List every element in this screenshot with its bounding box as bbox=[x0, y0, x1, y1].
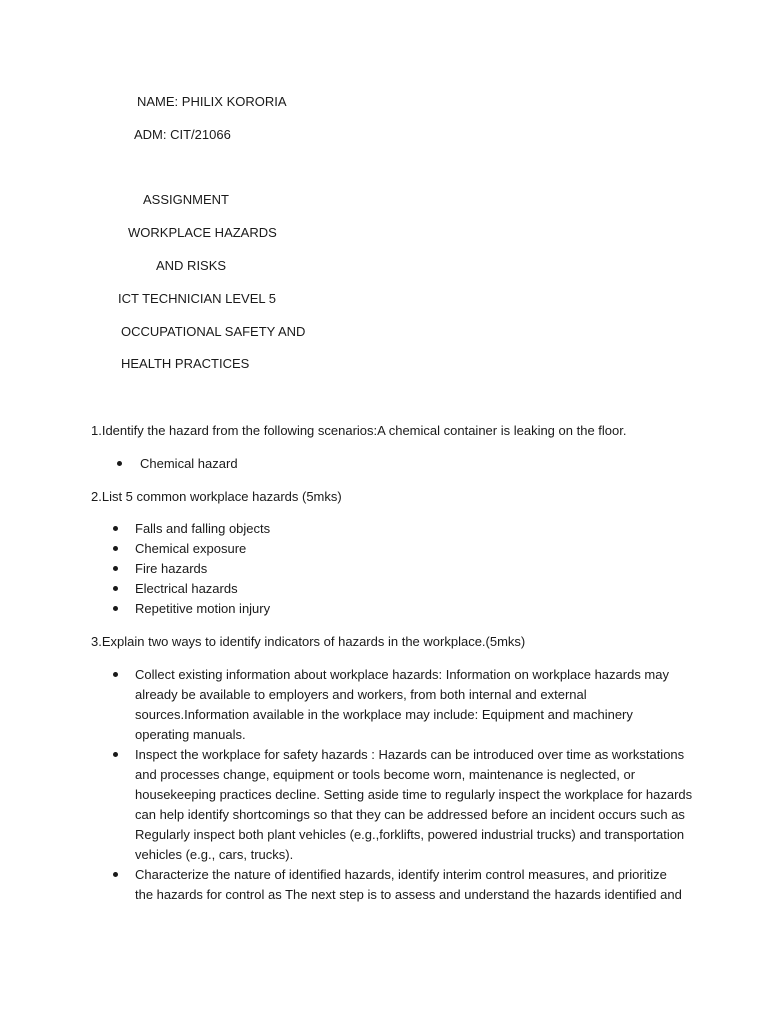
topic-line-1: WORKPLACE HAZARDS bbox=[128, 225, 277, 240]
answer-3a-line: Collect existing information about workplace hazards: Information on workplace hazards may bbox=[135, 667, 669, 682]
bullet-icon bbox=[113, 872, 118, 877]
answer-3b-line: vehicles (e.g., cars, trucks). bbox=[135, 847, 294, 862]
unit-line-2: HEALTH PRACTICES bbox=[121, 356, 250, 371]
answer-2-item: Repetitive motion injury bbox=[135, 601, 271, 616]
bullet-icon bbox=[117, 461, 122, 466]
answer-3b-line: Regularly inspect both plant vehicles (e.g.,forklifts, powered industrial trucks) and transportation bbox=[135, 827, 685, 842]
question-1: 1.Identify the hazard from the following scenarios:A chemical container is leaking on the floor. bbox=[91, 423, 627, 438]
bullet-icon bbox=[113, 672, 118, 677]
answer-2-item: Electrical hazards bbox=[135, 581, 238, 596]
answer-3b-line: and processes change, equipment or tools become worn, maintenance is neglected, or bbox=[135, 767, 636, 782]
answer-3a-line: already be available to employers and workers, from both internal and external bbox=[135, 687, 587, 702]
bullet-icon bbox=[113, 526, 118, 531]
bullet-icon bbox=[113, 566, 118, 571]
question-3: 3.Explain two ways to identify indicators of hazards in the workplace.(5mks) bbox=[91, 634, 526, 649]
answer-3a-line: operating manuals. bbox=[135, 727, 246, 742]
bullet-icon bbox=[113, 586, 118, 591]
student-name: NAME: PHILIX KORORIA bbox=[137, 94, 287, 109]
answer-3b-line: housekeeping practices decline. Setting aside time to regularly inspect the workplace for hazards bbox=[135, 787, 693, 802]
assignment-label: ASSIGNMENT bbox=[143, 192, 229, 207]
unit-line-1: OCCUPATIONAL SAFETY AND bbox=[121, 324, 306, 339]
bullet-icon bbox=[113, 752, 118, 757]
question-2: 2.List 5 common workplace hazards (5mks) bbox=[91, 489, 342, 504]
answer-1-item: Chemical hazard bbox=[140, 456, 238, 471]
answer-3a-line: sources.Information available in the workplace may include: Equipment and machinery bbox=[135, 707, 633, 722]
answer-3c-line: the hazards for control as The next step is to assess and understand the hazards identified and bbox=[135, 887, 682, 902]
answer-3b-line: can help identify shortcomings so that they can be addressed before an incident occurs such as bbox=[135, 807, 685, 822]
answer-3b-line: Inspect the workplace for safety hazards : Hazards can be introduced over time as workstations bbox=[135, 747, 685, 762]
answer-2-item: Falls and falling objects bbox=[135, 521, 271, 536]
answer-3c-line: Characterize the nature of identified hazards, identify interim control measures, and prioritize bbox=[135, 867, 667, 882]
course-title: ICT TECHNICIAN LEVEL 5 bbox=[118, 291, 276, 306]
admission-number: ADM: CIT/21066 bbox=[134, 127, 231, 142]
bullet-icon bbox=[113, 606, 118, 611]
bullet-icon bbox=[113, 546, 118, 551]
topic-line-2: AND RISKS bbox=[156, 258, 227, 273]
answer-2-item: Chemical exposure bbox=[135, 541, 247, 556]
answer-2-item: Fire hazards bbox=[135, 561, 208, 576]
